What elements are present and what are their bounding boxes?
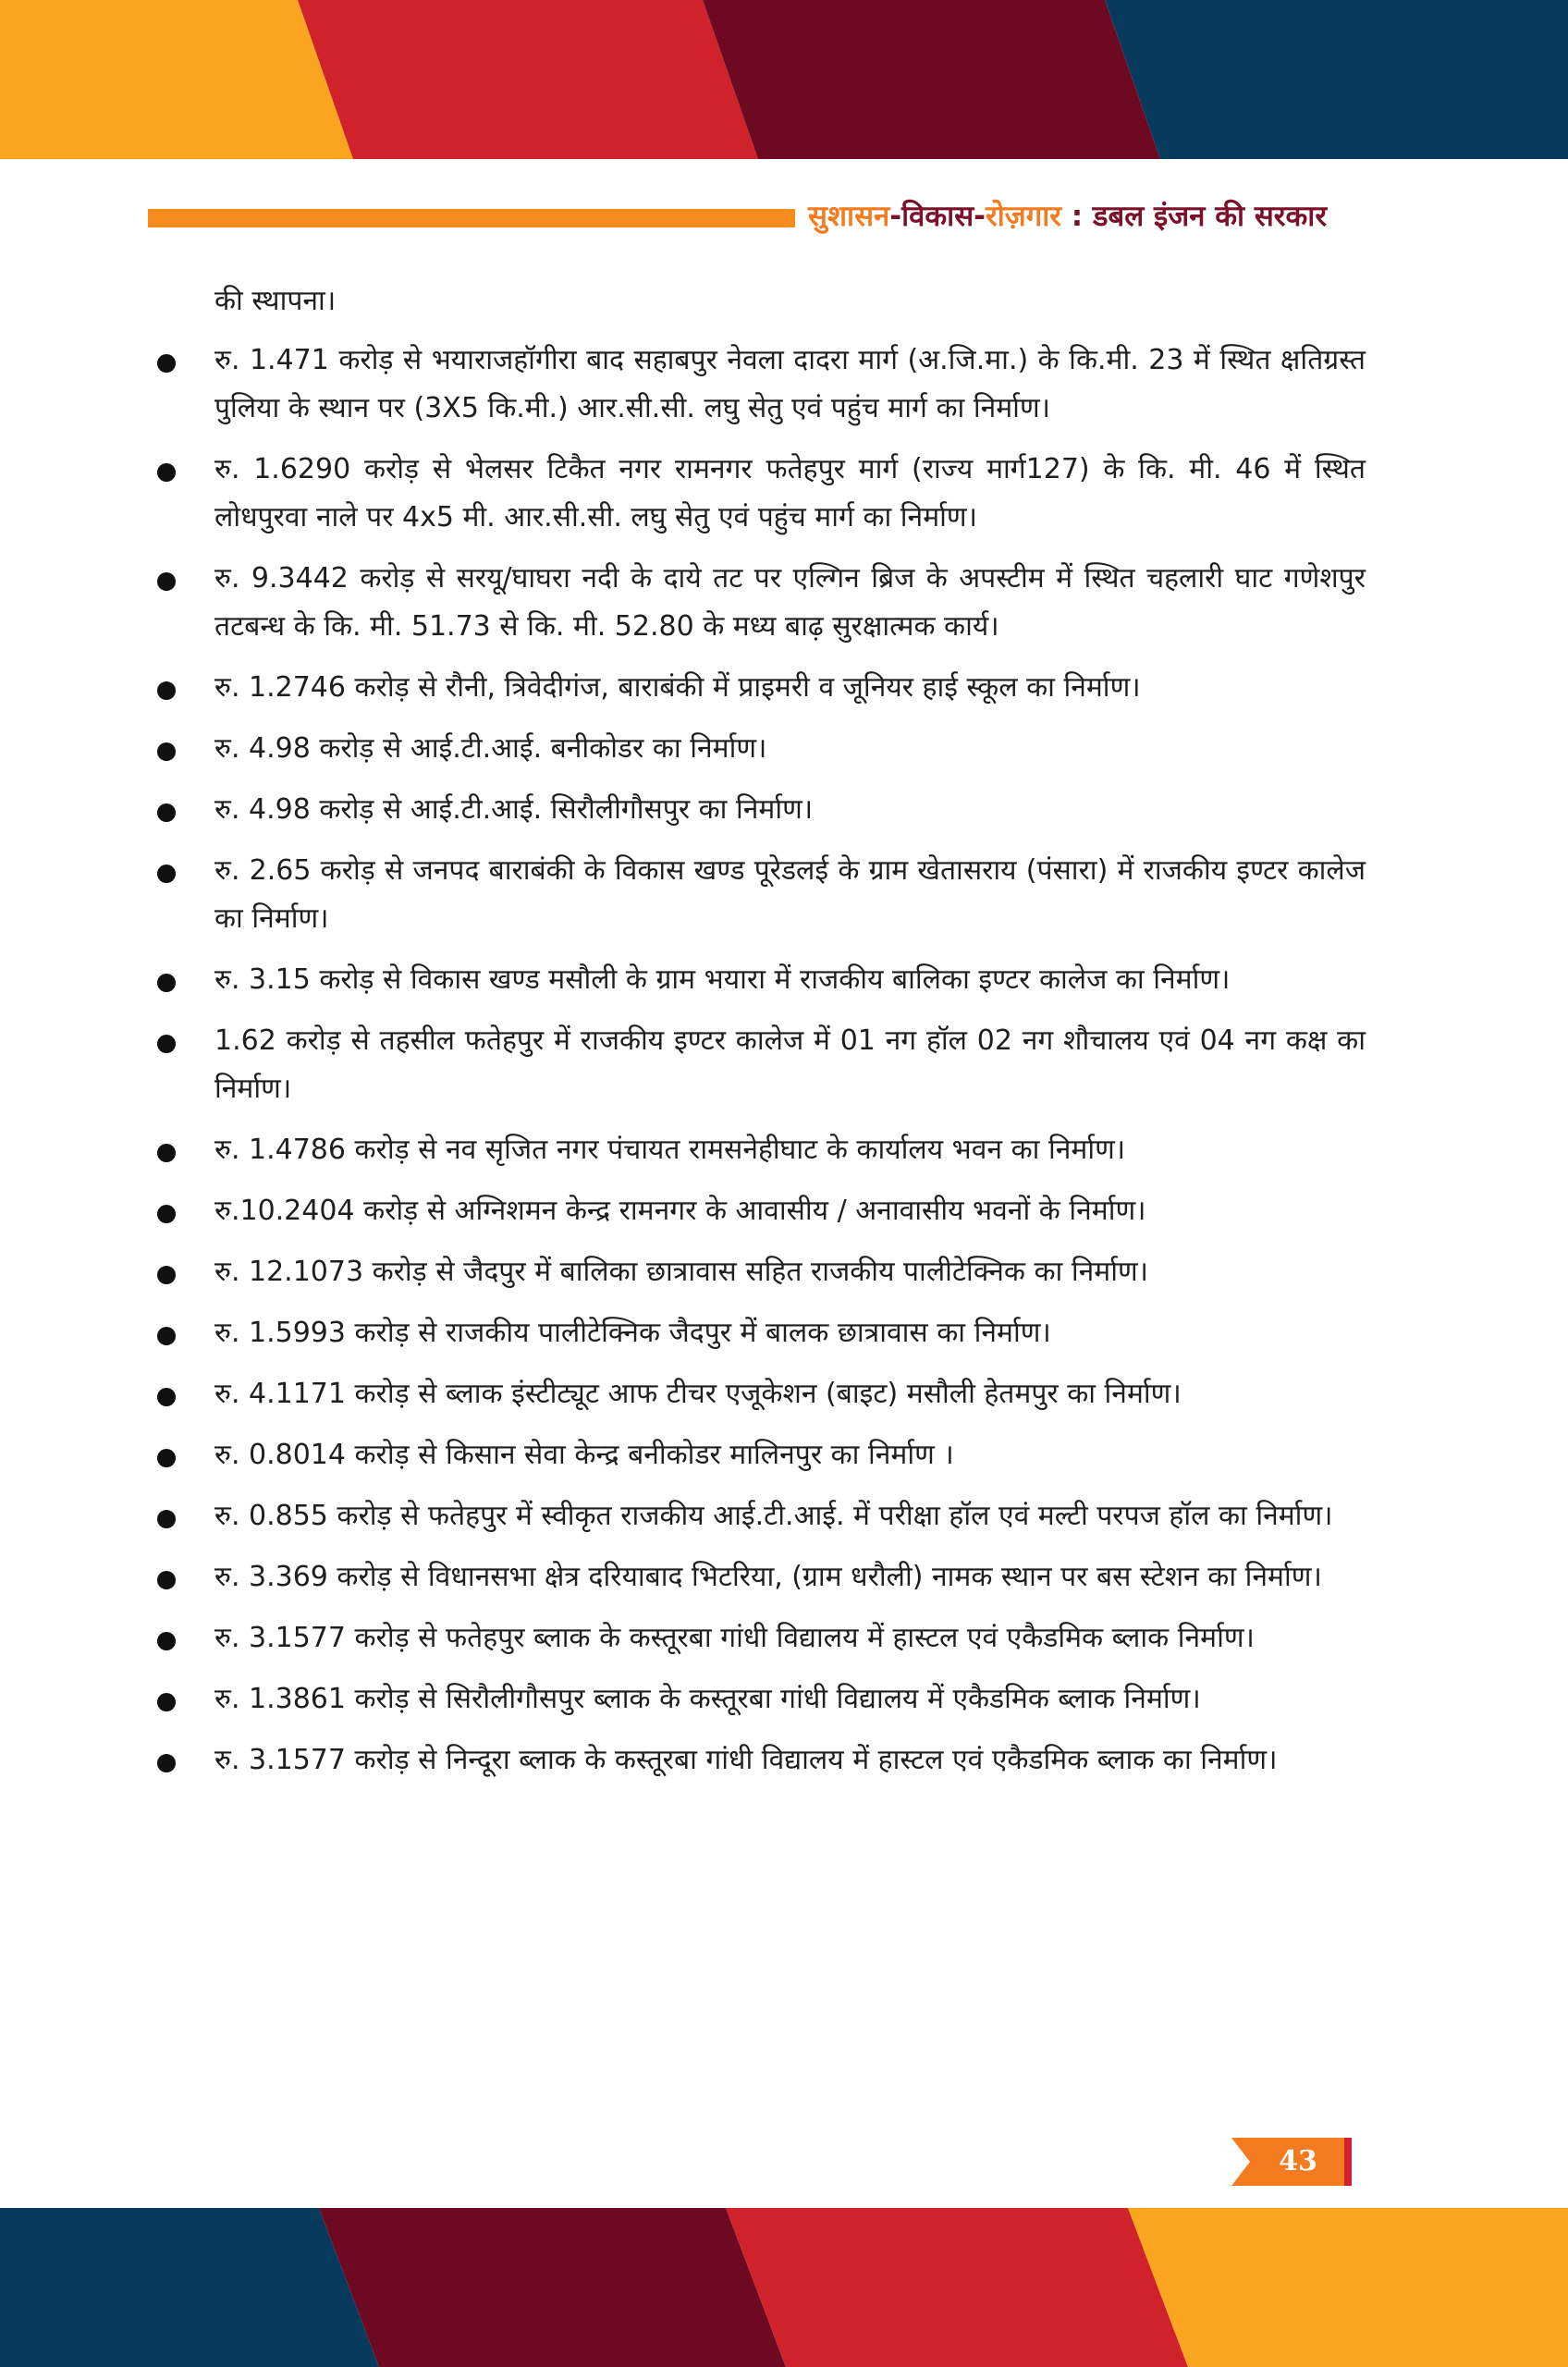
- bullet-icon: [157, 572, 176, 591]
- list-item: रु. 1.471 करोड़ से भयाराजहॉगीरा बाद सहाबपुर नेवला दादरा मार्ग (अ.जि.मा.) के कि.मी. 23 में स्थित क्षतिग्रस्त पुलिया के स्थान पर (3X5 कि.मी.) आर.सी.सी. लघु सेतु एवं पहुंच मार्ग का निर्माण।: [214, 337, 1366, 433]
- list-item: रु. 9.3442 करोड़ से सरयू/घाघरा नदी के दाये तट पर एल्गिन ब्रिज के अपस्टीम में स्थित चहलारी घाट गणेशपुर तटबन्ध के कि. मी. 51.73 से कि. मी. 52.80 के मध्य बाढ़ सुरक्षात्मक कार्य।: [214, 555, 1366, 651]
- list-item: रु. 3.1577 करोड़ से फतेहपुर ब्लाक के कस्तूरबा गांधी विद्यालय में हास्टल एवं एकैडमिक ब्लाक निर्माण।: [214, 1614, 1366, 1662]
- bullet-icon: [157, 1449, 176, 1467]
- header-title: सुशासन-विकास-रोज़गार : डबल इंजन की सरकार: [808, 200, 1328, 233]
- bullet-icon: [157, 354, 176, 373]
- bullet-icon: [157, 1205, 176, 1223]
- list-item: रु. 2.65 करोड़ से जनपद बाराबंकी के विकास खण्ड पूरेडलई के ग्राम खेतासराय (पंसारा) में राजकीय इण्टर कालेज का निर्माण।: [214, 847, 1366, 943]
- list-item: 1.62 करोड़ से तहसील फतेहपुर में राजकीय इण्टर कालेज में 01 नग हॉल 02 नग शौचालय एवं 04 नग कक्ष का निर्माण।: [214, 1017, 1366, 1113]
- bullet-icon: [157, 803, 176, 822]
- list-item: रु. 1.3861 करोड़ से सिरौलीगौसपुर ब्लाक के कस्तूरबा गांधी विद्यालय में एकैडमिक ब्लाक निर्माण।: [214, 1675, 1366, 1723]
- list-item: रु. 0.8014 करोड़ से किसान सेवा केन्द्र बनीकोडर मालिनपुर का निर्माण ।: [214, 1431, 1366, 1479]
- top-color-band: [0, 0, 1568, 159]
- bottom-color-band: [0, 2208, 1568, 2367]
- list-item: रु.10.2404 करोड़ से अग्निशमन केन्द्र रामनगर के आवासीय / अनावासीय भवनों के निर्माण।: [214, 1187, 1366, 1235]
- list-item: रु. 12.1073 करोड़ से जैदपुर में बालिका छात्रावास सहित राजकीय पालीटेक्निक का निर्माण।: [214, 1248, 1366, 1296]
- band-red-segment: [726, 2208, 1188, 2367]
- band-red-segment: [298, 0, 758, 159]
- bullet-icon: [157, 742, 176, 761]
- list-item: रु. 0.855 करोड़ से फतेहपुर में स्वीकृत राजकीय आई.टी.आई. में परीक्षा हॉल एवं मल्टी परपज हॉल का निर्माण।: [214, 1492, 1366, 1540]
- bullet-icon: [157, 1266, 176, 1284]
- list-item: रु. 1.4786 करोड़ से नव सृजित नगर पंचायत रामसनेहीघाट के कार्यालय भवन का निर्माण।: [214, 1126, 1366, 1174]
- main-content: [214, 277, 1366, 1797]
- list-item: रु. 4.1171 करोड़ से ब्लाक इंस्टीट्यूट आफ टीचर एजूकेशन (बाइट) मसौली हेतमपुर का निर्माण।: [214, 1370, 1366, 1418]
- bullet-icon: [157, 865, 176, 883]
- band-maroon-segment: [703, 0, 1160, 159]
- bullet-icon: [157, 1144, 176, 1162]
- band-orange-segment: [1128, 2208, 1568, 2367]
- list-item: रु. 3.15 करोड़ से विकास खण्ड मसौली के ग्राम भयारा में राजकीय बालिका इण्टर कालेज का निर्माण।: [214, 956, 1366, 1004]
- page-number-tab: [1231, 2138, 1352, 2186]
- list-item: रु. 3.1577 करोड़ से निन्दूरा ब्लाक के कस्तूरबा गांधी विद्यालय में हास्टल एवं एकैडमिक ब्लाक का निर्माण।: [214, 1736, 1366, 1784]
- list-item: रु. 3.369 करोड़ से विधानसभा क्षेत्र दरियाबाद भिटरिया, (ग्राम धरौली) नामक स्थान पर बस स्टेशन का निर्माण।: [214, 1553, 1366, 1601]
- project-list: [214, 337, 1366, 1784]
- page-number: 43: [1279, 2145, 1317, 2177]
- bullet-icon: [157, 1388, 176, 1406]
- header-rule: [148, 209, 795, 227]
- list-item: रु. 1.5993 करोड़ से राजकीय पालीटेक्निक जैदपुर में बालक छात्रावास का निर्माण।: [214, 1309, 1366, 1357]
- bullet-icon: [157, 1571, 176, 1589]
- bullet-icon: [157, 1693, 176, 1711]
- list-item: रु. 4.98 करोड़ से आई.टी.आई. सिरौलीगौसपुर का निर्माण।: [214, 786, 1366, 834]
- list-item: रु. 4.98 करोड़ से आई.टी.आई. बनीकोडर का निर्माण।: [214, 725, 1366, 773]
- bullet-icon: [157, 1754, 176, 1772]
- bullet-icon: [157, 974, 176, 992]
- bullet-icon: [157, 1035, 176, 1053]
- list-item: रु. 1.6290 करोड़ से भेलसर टिकैत नगर रामनगर फतेहपुर मार्ग (राज्य मार्ग127) के कि. मी. 46 में स्थित लोधपुरवा नाले पर 4x5 मी. आर.सी.सी. लघु सेतु एवं पहुंच मार्ग का निर्माण।: [214, 446, 1366, 542]
- lead-text: की स्थापना।: [214, 285, 337, 317]
- band-orange-segment: [0, 0, 353, 159]
- bullet-icon: [157, 463, 176, 482]
- bullet-icon: [157, 1327, 176, 1345]
- bullet-icon: [157, 1632, 176, 1650]
- band-navy-segment: [0, 2208, 379, 2367]
- bullet-icon: [157, 681, 176, 700]
- band-navy-segment: [1105, 0, 1568, 159]
- band-maroon-segment: [319, 2208, 786, 2367]
- list-item: रु. 1.2746 करोड़ से रौनी, त्रिवेदीगंज, बाराबंकी में प्राइमरी व जूनियर हाई स्कूल का निर्माण।: [214, 664, 1366, 712]
- bullet-icon: [157, 1510, 176, 1528]
